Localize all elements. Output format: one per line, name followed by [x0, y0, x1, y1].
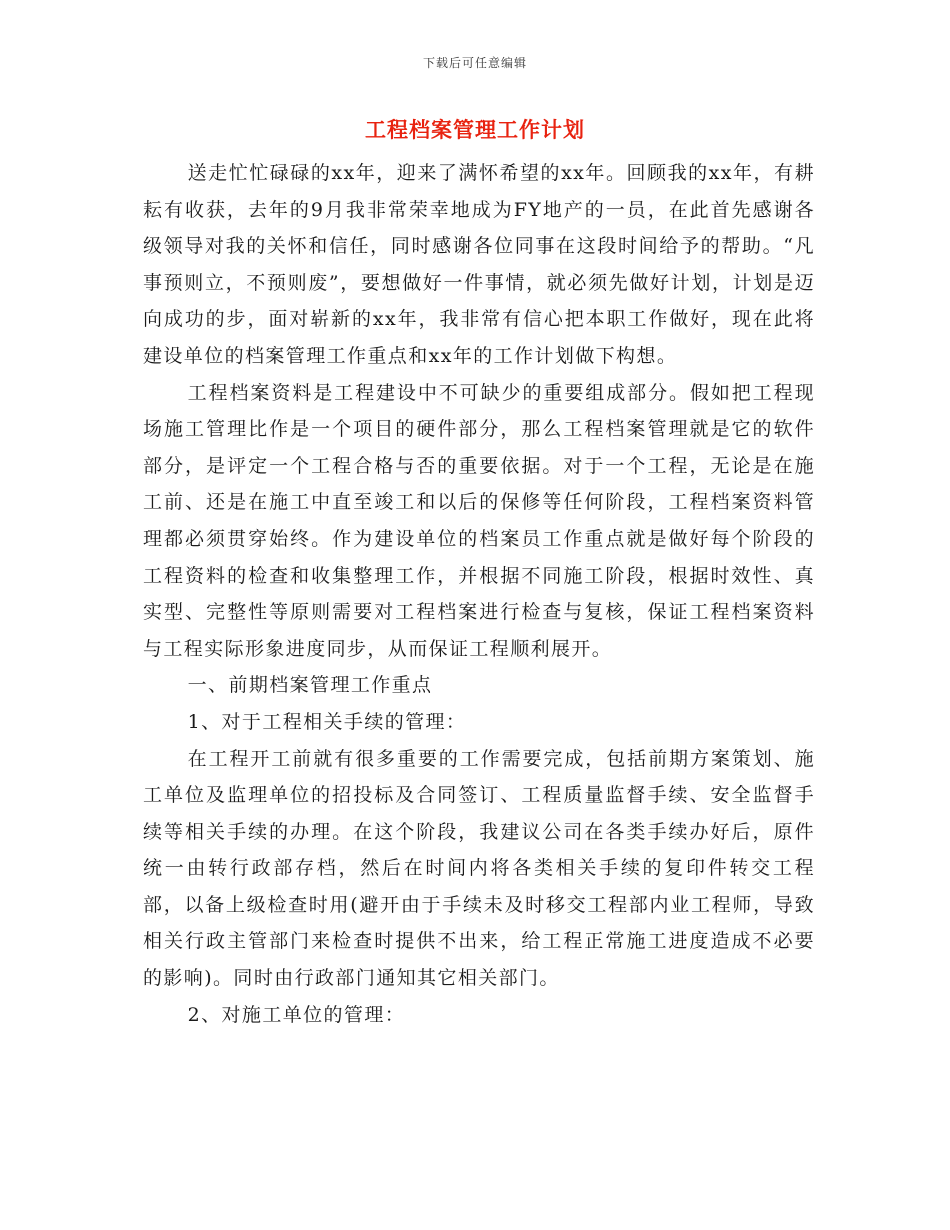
paragraph-intro: 送走忙忙碌碌的xx年，迎来了满怀希望的xx年。回顾我的xx年，有耕耘有收获，去年的9月我非常荣幸地成为FY地产的一员，在此首先感谢各级领导对我的关怀和信任，同时感谢各位同事在这段时间给予的帮助。“凡事预则立，不预则废”，要想做好一件事情，就必须先做好计划，计划是迈向成功的步，面对崭新的xx年，我非常有信心把本职工作做好，现在此将建设单位的档案管理工作重点和xx年的工作计划做下构想。 — [143, 162, 815, 367]
subheading-contractor-management: 2、对施工单位的管理： — [187, 1003, 406, 1026]
subheading-procedures: 1、对于工程相关手续的管理： — [187, 710, 467, 733]
paragraph-archive-importance: 工程档案资料是工程建设中不可缺少的重要组成部分。假如把工程现场施工管理比作是一个项目的硬件部分，那么工程档案管理就是它的软件部分，是评定一个工程合格与否的重要依据。对于一个工程，无论是在施工前、还是在施工中直至竣工和以后的保修等任何阶段，工程档案资料管理都必须贯穿始终。作为建设单位的档案员工作重点就是做好每个阶段的工程资料的检查和收集整理工作，并根据不同施工阶段，根据时效性、真实型、完整性等原则需要对工程档案进行检查与复核，保证工程档案资料与工程实际形象进度同步，从而保证工程顺利展开。 — [143, 381, 815, 660]
header-note: 下载后可任意编辑 — [422, 56, 527, 70]
section-heading-early-stage: 一、前期档案管理工作重点 — [187, 674, 433, 697]
paragraph-procedures: 在工程开工前就有很多重要的工作需要完成，包括前期方案策划、施工单位及监理单位的招投标及合同签订、工程质量监督手续、安全监督手续等相关手续的办理。在这个阶段，我建议公司在各类手续办好后，原件统一由转行政部存档，然后在时间内将各类相关手续的复印件转交工程部，以备上级检查时用(避开由于手续未及时移交工程部内业工程师，导致相关行政主管部门来检查时提供不出来，给工程正常施工进度造成不必要的影响)。同时由行政部门通知其它相关部门。 — [143, 747, 815, 990]
document-body — [143, 155, 815, 1033]
document-title: 工程档案管理工作计划 — [365, 117, 585, 142]
